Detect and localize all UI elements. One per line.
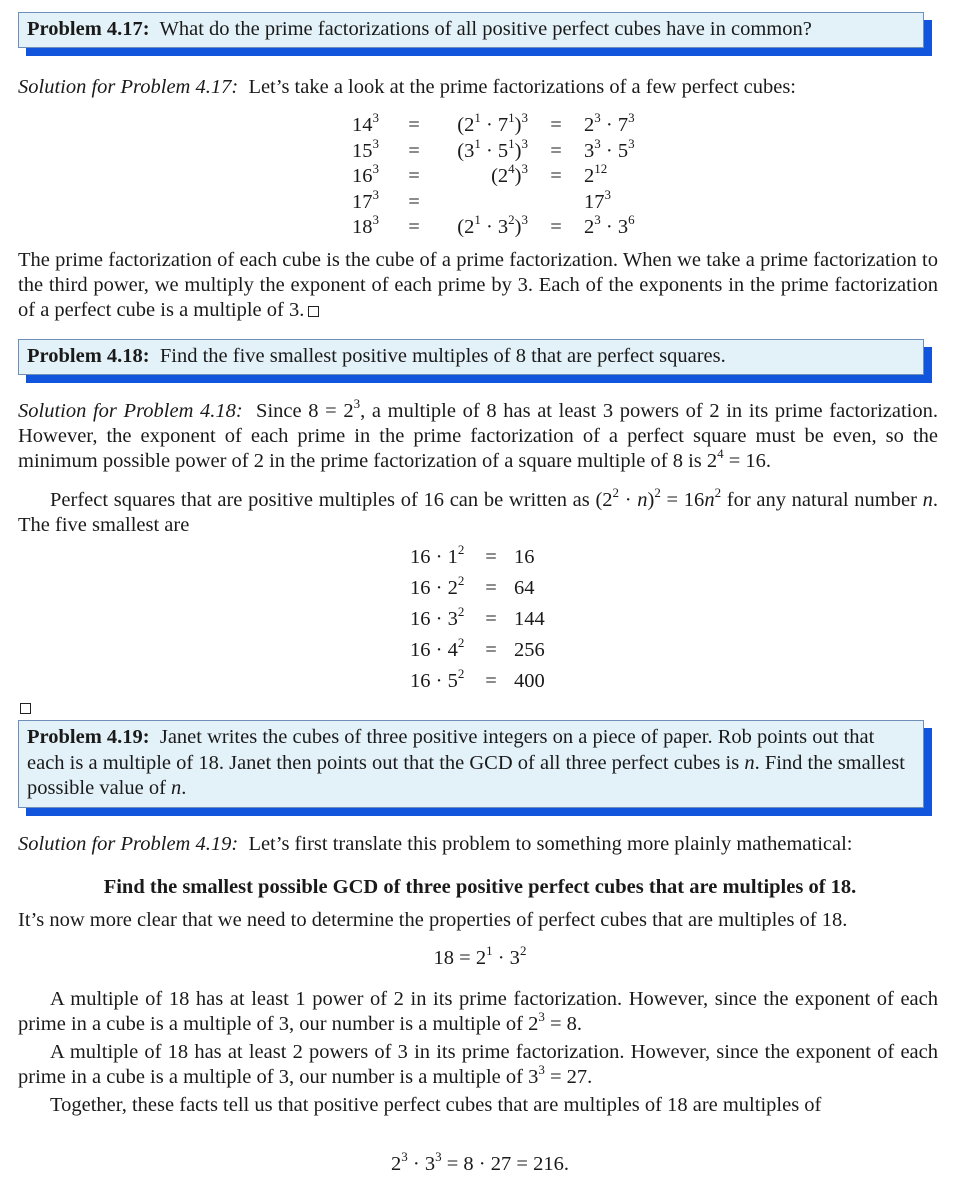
problem-box-4-19 [18,720,924,808]
equals-sign: = [485,546,497,568]
square-value: 16 [514,546,535,568]
equals-sign: = [550,114,562,137]
cube-rhs: $3^3 \cdot 5^3$ [584,135,635,162]
square-value: 64 [514,577,535,599]
square-value: 256 [514,639,545,661]
solution-label: Solution for Problem 4.18: [18,400,243,422]
cubes-factorization-table [352,110,635,241]
cube-lhs: $17^3$ [352,186,379,213]
cube-row [352,190,635,216]
problem-text: Janet writes the cubes of three positive integers on a piece of paper. Rob points out that each is a multiple of 18. Janet then points out that the GCD of all three perfect cubes is n. Find the smallest possible value of n. [27,726,905,799]
qed-icon [20,703,31,714]
square-lhs: $16 \cdot 4^2$ [410,635,465,661]
equals-sign: = [408,114,420,137]
solution-intro-4-17: Solution for Problem 4.17: Let’s take a look at the prime factorizations of a few perfect cubes: [18,76,797,98]
cube-row [352,164,635,190]
solution-4-18-p2: Perfect squares that are positive multiples of 16 can be written as $(2^2 \cdot n)^2 = 16n^2$ for any natural number n. The five smallest are [18,485,938,536]
equation-216: $2^3 \cdot 3^3 = 8 \cdot 27 = 216$. [391,1149,569,1175]
problem-label: Problem 4.18: [27,345,150,367]
cube-lhs: $15^3$ [352,135,379,162]
square-lhs: $16 \cdot 3^2$ [410,604,465,630]
problem-text: What do the prime factorizations of all positive perfect cubes have in common? [159,18,812,40]
square-row [410,666,545,697]
equals-sign: = [485,639,497,661]
equals-sign: = [550,216,562,239]
cube-expansion: $(2^4)^3$ [491,161,528,188]
equals-sign: = [408,216,420,239]
cube-lhs: $18^3$ [352,212,379,239]
cube-rhs: $2^3 \cdot 7^3$ [584,110,635,137]
problem-label: Problem 4.17: [27,18,150,40]
equals-sign: = [485,608,497,630]
cube-rhs: $2^3 \cdot 3^6$ [584,212,635,239]
cube-rhs: $17^3$ [584,186,611,213]
solution-4-19-p1: It’s now more clear that we need to determine the properties of perfect cubes that are multiples of 18. [18,909,848,931]
squares-table [410,542,545,697]
qed-icon-4-18 [20,695,31,720]
solution-label: Solution for Problem 4.17: [18,76,239,98]
problem-text: Find the five smallest positive multiples of 8 that are perfect squares. [159,345,726,367]
equals-sign: = [408,190,420,213]
square-lhs: $16 \cdot 5^2$ [410,666,465,692]
problem-label: Problem 4.19: [27,726,150,748]
solution-4-19-p4: Together, these facts tell us that positive perfect cubes that are multiples of 18 are multiples of [50,1094,822,1116]
cube-expansion: $(2^1 \cdot 3^2)^3$ [457,212,528,239]
equals-sign: = [550,139,562,162]
cube-lhs: $16^3$ [352,161,379,188]
equals-sign: = [408,165,420,188]
square-row [410,635,545,666]
cube-expansion [436,190,528,216]
solution-intro-4-19: Solution for Problem 4.19: Let’s first translate this problem to something more plainly mathematical: [18,833,853,855]
restated-problem: Find the smallest possible GCD of three positive perfect cubes that are multiples of 18. [103,876,857,898]
square-row [410,604,545,635]
equals-sign: = [408,139,420,162]
solution-label: Solution for Problem 4.19: [18,833,239,855]
square-row [410,542,545,573]
square-value: 400 [514,670,545,692]
cube-expansion: $(3^1 \cdot 5^1)^3$ [457,135,528,162]
problem-box-4-18 [18,339,924,375]
equals-sign: = [485,577,497,599]
square-lhs: $16 \cdot 2^2$ [410,573,465,599]
conclusion-4-17: The prime factorization of each cube is the cube of a prime factorization. When we take a prime factorization to the third power, we multiply the exponent of each prime by 3. Each of the exponents in the prime factorization of a perfect cube is a multiple of 3. [18,249,938,321]
solution-4-18-p1: Solution for Problem 4.18: Since $8 = 2^3$, a multiple of 8 has at least 3 powers of 2 in its prime factorization. However, the exponent of each prime in the prime factorization of a perfect square must be even, so the minimum possible power of 2 in the prime factorization of a square multiple of 8 is $2^4 = 16$. [18,396,939,472]
cube-rhs: $2^{12}$ [584,161,608,188]
qed-icon [308,306,319,317]
square-value: 144 [514,608,545,630]
equals-sign [528,190,584,216]
equals-sign: = [485,670,497,692]
equals-sign: = [550,165,562,188]
square-row [410,573,545,604]
solution-4-19-p2: A multiple of 18 has at least 1 power of 2 in its prime factorization. However, since the exponent of each prime in a cube is a multiple of 3, our number is a multiple of $2^3 = 8$. [18,988,938,1035]
cube-row [352,113,635,139]
cube-row [352,139,635,165]
cube-expansion: $(2^1 \cdot 7^1)^3$ [457,110,528,137]
equation-18-factorization: $18 = 2^1 \cdot 3^2$ [433,943,527,969]
solution-4-19-p3: A multiple of 18 has at least 2 powers of 3 in its prime factorization. However, since the exponent of each prime in a cube is a multiple of 3, our number is a multiple of $3^3 = 27$. [18,1041,938,1088]
cube-row [352,215,635,241]
square-lhs: $16 \cdot 1^2$ [410,542,465,568]
cube-lhs: $14^3$ [352,110,379,137]
problem-box-4-17 [18,12,924,48]
